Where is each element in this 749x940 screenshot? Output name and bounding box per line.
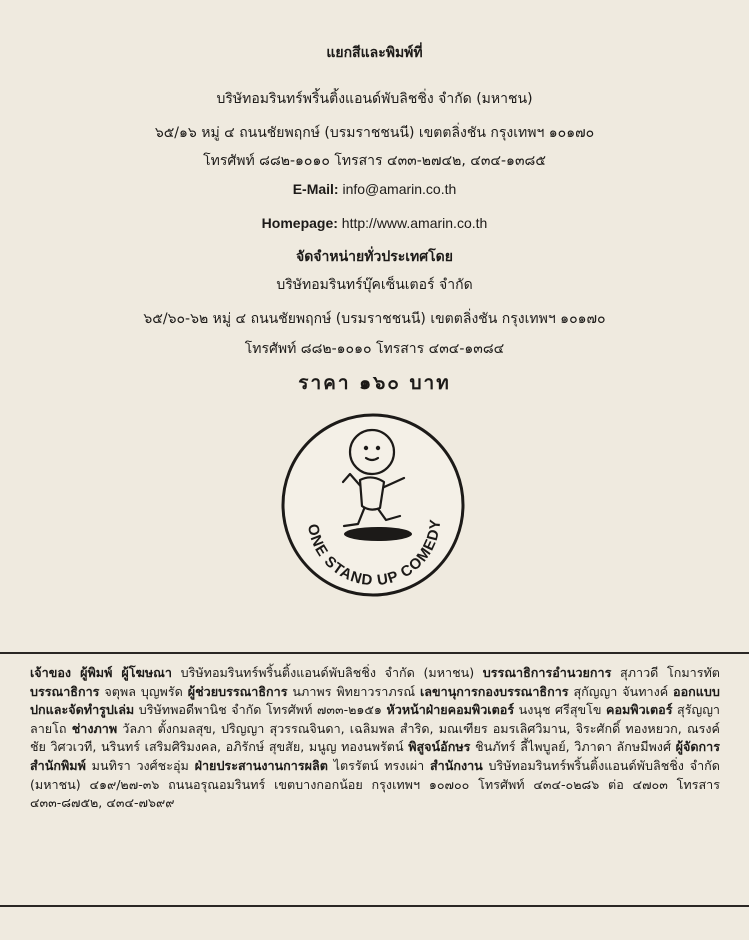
distributor-heading: จัดจำหน่ายทั่วประเทศโดย (296, 249, 453, 265)
credit-label: ฝ่ายประสานงานการผลิต (194, 757, 328, 773)
printer-heading: แยกสีและพิมพ์ที่ (326, 45, 423, 61)
credit-value: บริษัทพอดีพานิช จำกัด โทรศัพท์ ๗๓๓-๒๑๕๑ (138, 702, 382, 718)
credit-label: พิสูจน์อักษร (408, 739, 471, 755)
credit-value: บริษัทอมรินทร์พริ้นติ้งแอนด์พับลิชชิ่ง จำกัด (มหาชน) ๔๑๙/๒๗-๓๖ ถนนอรุณอมรินทร์ เขตบางกอกน้อย กรุงเทพฯ ๑๐๗๐๐ โทรศัพท์ ๔๓๔-๐๒๘๖ ต่อ ๔๗๐๓ โทรสาร ๔๓๓-๘๗๕๒, ๔๓๔-๗๖๙๙ (30, 757, 720, 811)
credit-label: บรรณาธิการ (30, 683, 100, 699)
email-label: E-Mail: (292, 181, 339, 197)
credit-label: ผู้จัดการสำนักพิมพ์ (30, 739, 720, 773)
credit-label: ผู้ช่วยบรรณาธิการ (187, 683, 288, 699)
distributor-address: ๖๕/๖๐-๖๒ หมู่ ๔ ถนนชัยพฤกษ์ (บรมราชชนนี) เขตตลิ่งชัน กรุงเทพฯ ๑๐๑๗๐ (143, 311, 606, 327)
one-stand-up-comedy-logo (280, 412, 466, 598)
credit-label: เจ้าของ ผู้พิมพ์ ผู้โฆษณา (30, 665, 172, 680)
credit-value: นภาพร พิทยาวราภรณ์ (292, 683, 416, 699)
credit-value: สุรัญญา ลายโถ (30, 702, 720, 736)
credit-value: วัลภา ตั้งกมลสุข, ปริญญา สุวรรณจินดา, เฉลิมพล สำริด, มณเฑียร อมรเลิศวิมาน, จิระศักดิ์ ทองหยวก, ณรงค์ชัย วิศวเวที, นรินทร์ เสริมศิริมงคล, อภิรักษ์ สุขสัย, มนูญ ทองนพรัตน์ (30, 720, 720, 755)
credit-value: ชินภัทร์ ลี้ไพบูลย์, วิภาดา ลักษมีพงศ์ (475, 739, 671, 755)
credit-value: สุกัญญา จันทางค์ (573, 683, 669, 699)
distributor-company: บริษัทอมรินทร์บุ๊คเซ็นเตอร์ จำกัด (276, 277, 473, 293)
credit-value: จตุพล บุญพรัด (104, 683, 183, 699)
email-address: info@amarin.co.th (342, 181, 457, 197)
divider-bottom (0, 905, 749, 907)
homepage-url: http://www.amarin.co.th (341, 215, 488, 231)
credit-label: หัวหน้าฝ่ายคอมพิวเตอร์ (386, 702, 515, 718)
credit-label: ออกแบบปกและจัดทำรูปเล่ม (30, 683, 720, 718)
credit-value: ไตรรัตน์ ทรงเผ่า (333, 757, 425, 773)
credit-label: เลขานุการกองบรรณาธิการ (420, 683, 569, 699)
credit-label: บรรณาธิการอำนวยการ (482, 665, 612, 680)
homepage-label: Homepage: (261, 215, 338, 231)
logo-text: ONE STAND UP COMEDY (303, 517, 445, 590)
price: ราคา ๑๖๐ บาท (298, 372, 451, 394)
printer-company: บริษัทอมรินทร์พริ้นติ้งแอนด์พับลิชชิ่ง จำกัด (มหาชน) (216, 91, 533, 107)
credit-value: นงนุช ศรีสุขโข (518, 702, 602, 718)
credit-value: สุภาวดี โกมารทัต (620, 665, 720, 680)
printer-phone: โทรศัพท์ ๘๘๒-๑๐๑๐ โทรสาร ๔๓๓-๒๗๔๒, ๔๓๔-๑๓๘๕ (203, 153, 546, 169)
credit-value: บริษัทอมรินทร์พริ้นติ้งแอนด์พับลิชชิ่ง จำกัด (มหาชน) (180, 665, 475, 680)
credits-block (30, 664, 720, 813)
distributor-phone: โทรศัพท์ ๘๘๒-๑๐๑๐ โทรสาร ๔๓๔-๑๓๘๔ (244, 341, 505, 357)
credit-label: ช่างภาพ (71, 720, 118, 736)
printer-address: ๖๕/๑๖ หมู่ ๔ ถนนชัยพฤกษ์ (บรมราชชนนี) เขตตลิ่งชัน กรุงเทพฯ ๑๐๑๗๐ (154, 125, 595, 141)
credit-label: สำนักงาน (429, 757, 483, 773)
credit-label: คอมพิวเตอร์ (606, 702, 673, 718)
credit-value: มนทิรา วงศ์ชะอุ่ม (91, 757, 189, 773)
printer-homepage (0, 214, 749, 232)
divider-top (0, 652, 749, 654)
printer-email (0, 180, 749, 198)
